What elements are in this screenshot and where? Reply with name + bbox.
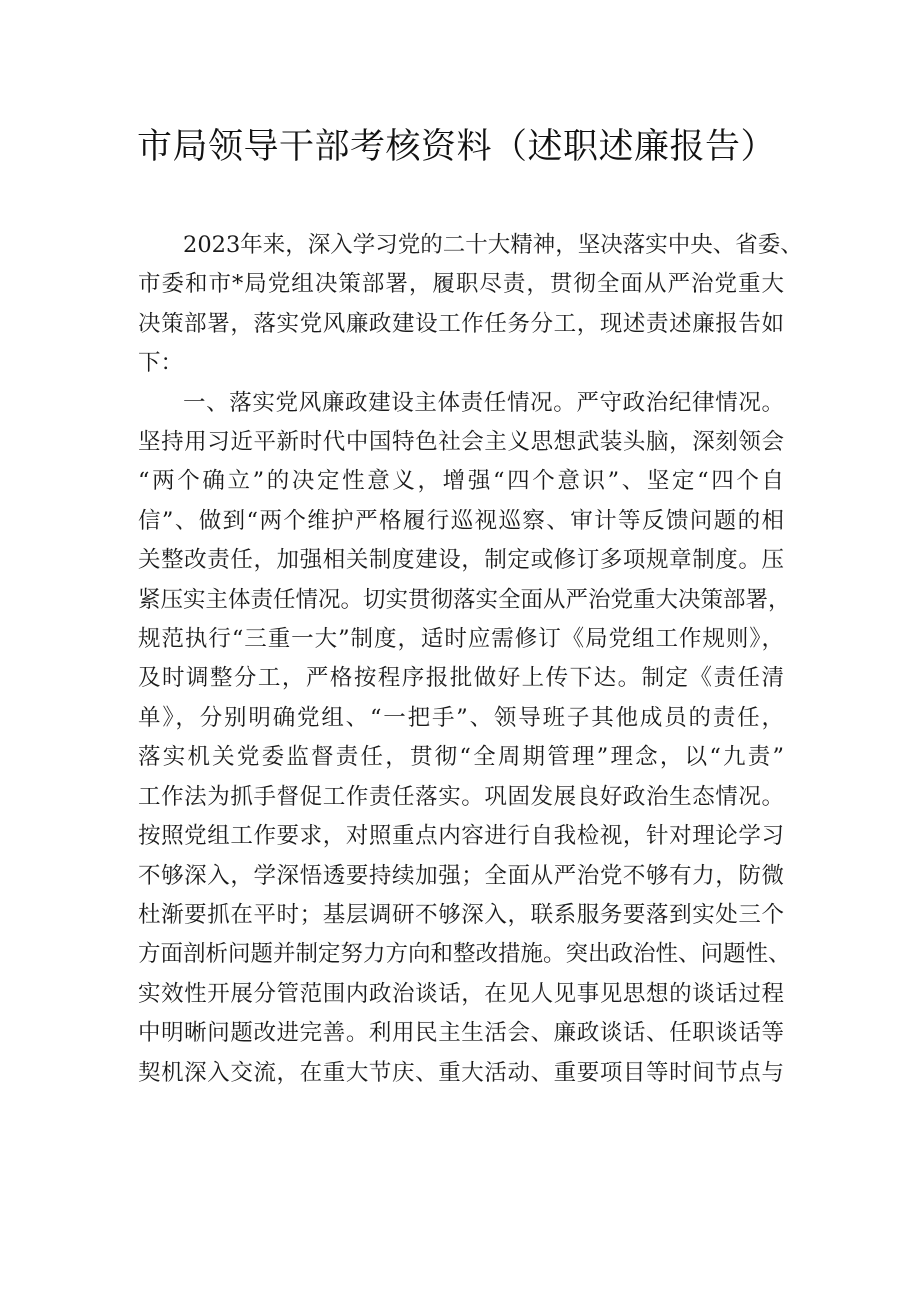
document-body — [138, 226, 803, 1093]
paragraph-line: 下： — [138, 350, 184, 377]
paragraph-line: 杜渐要抓在平时；基层调研不够深入，联系服务要落到实处三个 — [138, 901, 784, 928]
paragraph-line: 决策部署，落实党风廉政建设工作任务分工，现述责述廉报告如 — [138, 310, 784, 337]
paragraph-line: 紧压实主体责任情况。切实贯彻落实全面从严治党重大决策部署， — [138, 586, 791, 613]
paragraph-line: 单》，分别明确党组、“一把手”、领导班子其他成员的责任， — [138, 704, 784, 731]
paragraph-line: 落实机关党委监督责任，贯彻“全周期管理”理念，以“九责” — [138, 744, 784, 771]
document-title: 市局领导干部考核资料（述职述廉报告） — [137, 127, 777, 167]
paragraph-line: 及时调整分工，严格按程序报批做好上传下达。制定《责任清 — [138, 665, 784, 692]
paragraph-line: 实效性开展分管范围内政治谈话，在见人见事见思想的谈话过程 — [138, 980, 784, 1007]
paragraph-line: 一、落实党风廉政建设主体责任情况。严守政治纪律情况。 — [183, 389, 784, 416]
paragraph-line: 契机深入交流，在重大节庆、重大活动、重要项目等时间节点与 — [138, 1059, 784, 1086]
paragraph-line: 关整改责任，加强相关制度建设，制定或修订多项规章制度。压 — [138, 547, 784, 574]
paragraph-intro — [138, 226, 803, 384]
paragraph-line: 不够深入，学深悟透要持续加强；全面从严治党不够有力，防微 — [138, 862, 784, 889]
paragraph-section-1 — [138, 384, 791, 1093]
paragraph-line: “两个确立”的决定性意义，增强“四个意识”、坚定“四个自 — [138, 468, 784, 495]
paragraph-line: 工作法为抓手督促工作责任落实。巩固发展良好政治生态情况。 — [138, 783, 784, 810]
paragraph-line: 中明晰问题改进完善。利用民主生活会、廉政谈话、任职谈话等 — [138, 1020, 784, 1047]
paragraph-line: 方面剖析问题并制定努力方向和整改措施。突出政治性、问题性、 — [138, 941, 791, 968]
paragraph-line: 2023年来，深入学习党的二十大精神，坚决落实中央、省委、 — [183, 232, 803, 258]
paragraph-line: 坚持用习近平新时代中国特色社会主义思想武装头脑，深刻领会 — [138, 429, 784, 456]
paragraph-line: 信”、做到“两个维护严格履行巡视巡察、审计等反馈问题的相 — [138, 507, 784, 534]
paragraph-line: 市委和市*局党组决策部署，履职尽责，贯彻全面从严治党重大 — [138, 271, 784, 298]
paragraph-line: 按照党组工作要求，对照重点内容进行自我检视，针对理论学习 — [138, 823, 784, 850]
paragraph-line: 规范执行“三重一大”制度，适时应需修订《局党组工作规则》， — [138, 626, 784, 653]
